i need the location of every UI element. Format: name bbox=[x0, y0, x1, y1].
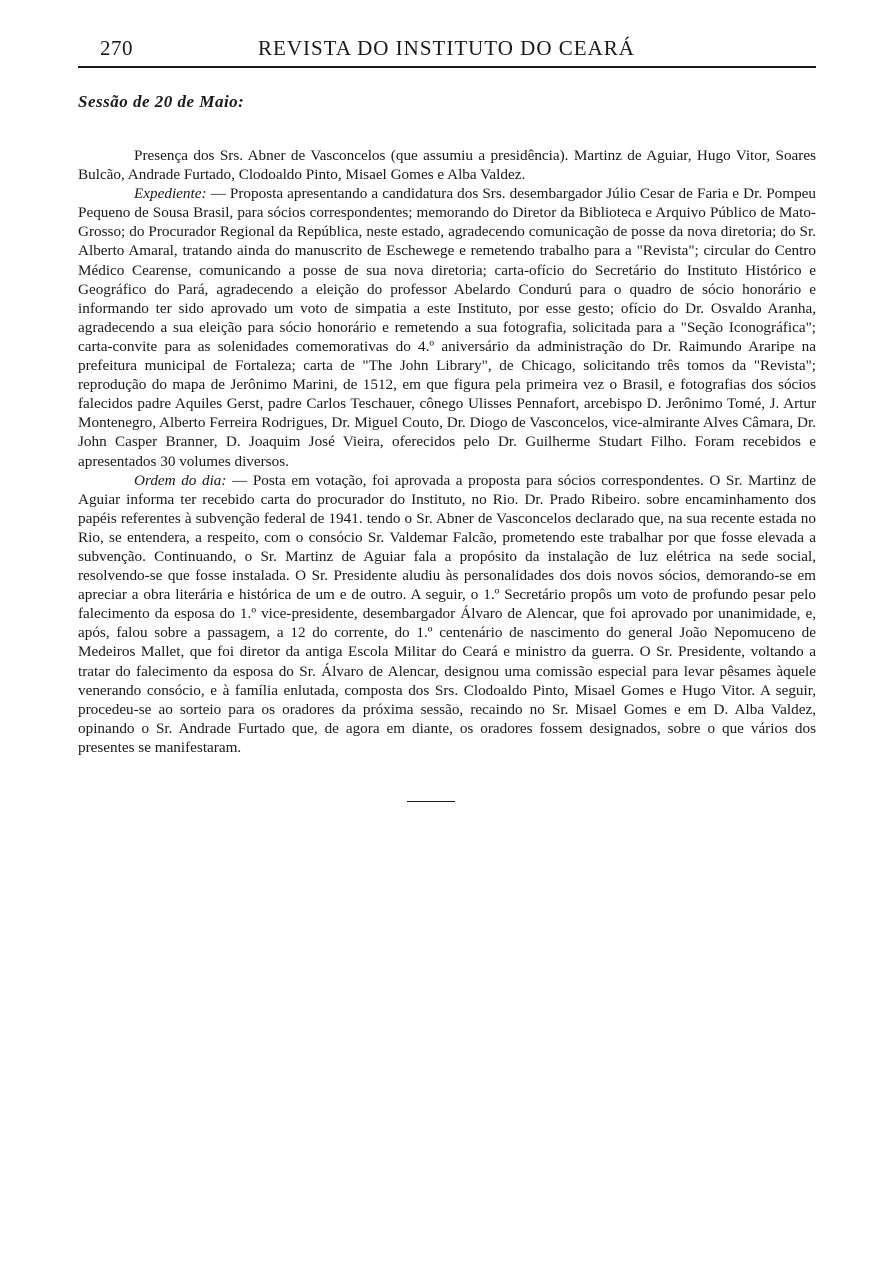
ordem-do-dia-text: — Posta em votação, foi aprovada a proposta para sócios correspondentes. O Sr. Martinz de Aguiar informa ter recebido carta do procurador do Instituto, no Rio. Dr. Prado Ribeiro. sobre encaminhamento dos papéis referentes à subvenção federal de 1941. tendo o Sr. Abner de Vasconcelos declarado que, na sua recente estada no Rio, se entendera, a respeito, com o consócio Sr. Valdemar Falcão, prometendo este trabalhar por que fosse elevada a subvenção. Continuando, o Sr. Martinz de Aguiar fala a propósito da instalação de luz elétrica na sede social, resolvendo-se que fosse instalada. O Sr. Presidente aludiu às personalidades dos dois novos sócios, demorando-se em apreciar a obra literária e histórica de um e de outro. A seguir, o 1.º Secretário propôs um voto de profundo pesar pelo falecimento da esposa do 1.º vice-presidente, desembargador Álvaro de Alencar, que foi aprovado por unanimidade, e, após, falou sobre a passagem, a 12 do corrente, do 1.º centenário de nascimento do general João Nepomuceno de Medeiros Mallet, que foi diretor da antiga Escola Militar do Ceará e ministro da guerra. O Sr. Presidente, voltando a tratar do falecimento da esposa do Sr. Álvaro de Alencar, designou uma comissão especial para levar pêsames àquele venerando consócio, e à família enlutada, composta dos Srs. Clodoaldo Pinto, Misael Gomes e Hugo Vitor. A seguir, procedeu-se ao sorteio para os oradores da próxima sessão, recaindo no Sr. Misael Gomes e em D. Alba Valdez, opinando o Sr. Andrade Furtado que, de agora em diante, os oradores fossem designados, sobre o que vários dos presentes se manifestaram. bbox=[78, 471, 816, 756]
expediente-paragraph bbox=[78, 184, 816, 470]
running-header bbox=[78, 30, 816, 64]
ordem-do-dia-paragraph bbox=[78, 471, 816, 757]
expediente-text: — Proposta apresentando a candidatura dos Srs. desembargador Júlio Cesar de Faria e Dr. Pompeu Pequeno de Sousa Brasil, para sócios correspondentes; memorando do Diretor da Biblioteca e Arquivo Público de Mato-Grosso; do Procurador Regional da República, neste estado, agradecendo comunicação de posse da nova diretoria; do Sr. Alberto Amaral, tratando ainda do manuscrito de Eschewege e remetendo trabalho para a "Revista"; circular do Centro Médico Cearense, comunicando a posse de sua nova diretoria; carta-ofício do Secretário do Instituto Histórico e Geográfico do Pará, agradecendo a eleição do professor Abelardo Condurú para o quadro de sócio honorário e informando ter sido aprovado um voto de simpatia a este Instituto, por esse gesto; ofício do Dr. Osvaldo Aranha, agradecendo a sua eleição para sócio honorário e remetendo a sua fotografia, solicitada para a "Seção Iconográfica"; carta-convite para as solenidades comemorativas do 4.º aniversário da administração do Dr. Raimundo Araripe na prefeitura municipal de Fortaleza; carta de "The John Library", de Chicago, solicitando três tomos da "Revista"; reprodução do mapa de Jerônimo Marini, de 1512, em que figura pela primeira vez o Brasil, e fotografias dos sócios falecidos padre Aquiles Gerst, padre Carlos Teschauer, cônego Ulisses Pennafort, arcebispo D. Jerônimo Tomé, J. Artur Montenegro, Alberto Ferreira Rodrigues, Dr. Miguel Couto, Dr. Diogo de Vasconcelos, vice-almirante Alves Câmara, Dr. John Casper Branner, D. Joaquim José Vieira, oferecidos pelo Dr. Guilherme Studart Filho. Foram recebidos e apresentados 30 volumes diversos. bbox=[78, 185, 816, 470]
minutes-body bbox=[78, 146, 816, 757]
expediente-label: Expediente: bbox=[134, 185, 207, 203]
document-page bbox=[78, 30, 816, 802]
session-title: Sessão de 20 de Maio: bbox=[78, 92, 245, 111]
presence-paragraph: Presença dos Srs. Abner de Vasconcelos (que assumiu a presidência). Martinz de Aguiar, Hugo Vitor, Soares Bulcão, Andrade Furtado, Clodoaldo Pinto, Misael Gomes e Alba Valdez. bbox=[78, 147, 816, 184]
journal-title: REVISTA DO INSTITUTO DO CEARÁ bbox=[258, 36, 635, 60]
ordem-do-dia-label: Ordem do dia: bbox=[134, 471, 227, 489]
page-number: 270 bbox=[100, 36, 133, 60]
header-rule bbox=[78, 66, 816, 68]
section-end-rule bbox=[407, 801, 455, 802]
